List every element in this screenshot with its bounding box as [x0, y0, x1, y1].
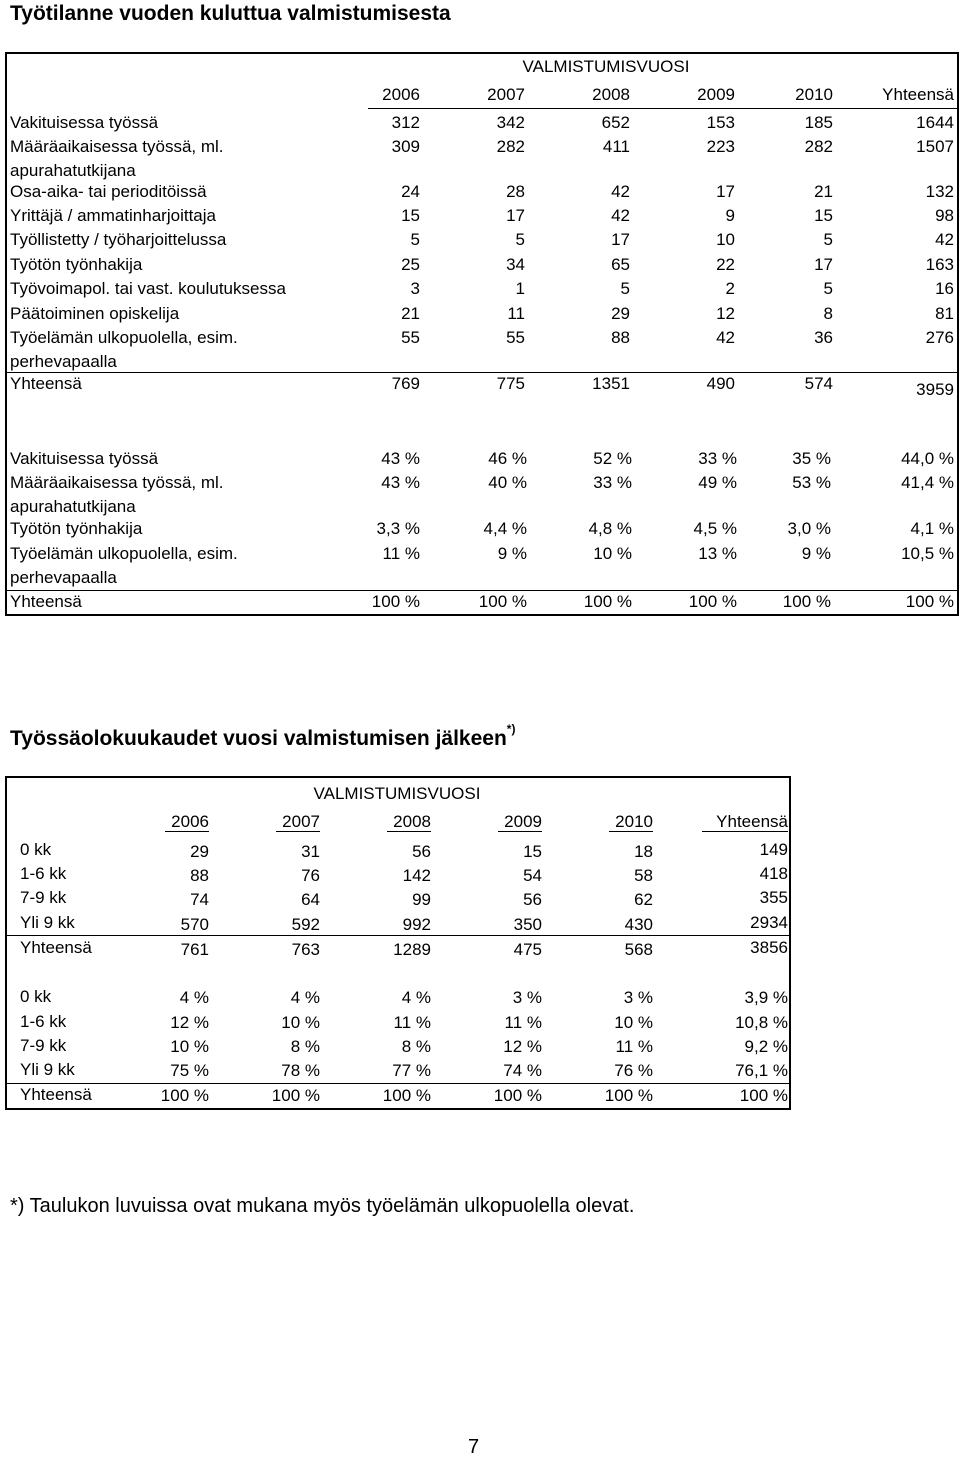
value-cell: 17	[506, 206, 525, 225]
row-label: perhevapaalla	[10, 352, 117, 371]
percent-cell: 10 %	[170, 1037, 209, 1056]
percent-cell: 9,2 %	[744, 1037, 788, 1056]
row-label: 1-6 kk	[20, 1012, 67, 1031]
value-cell: 88	[611, 328, 630, 347]
percent-cell: 100 %	[371, 592, 420, 611]
row-label: Yhteensä	[10, 592, 82, 611]
section2-title-text: Työssäolokuukaudet vuosi valmistumisen jälkeen	[10, 727, 507, 750]
value-cell: 76	[301, 866, 320, 885]
percent-cell: 4 %	[401, 988, 431, 1007]
percent-cell: 49 %	[698, 473, 737, 492]
value-cell: 5	[410, 230, 420, 249]
value-cell: 761	[180, 940, 209, 959]
value-cell: 58	[634, 866, 653, 885]
percent-cell: 10 %	[614, 1013, 653, 1032]
value-cell: 21	[401, 304, 420, 323]
value-cell: 142	[402, 866, 431, 885]
value-cell: 652	[601, 113, 630, 132]
percent-cell: 44,0 %	[901, 449, 954, 468]
row-label: Vakituisessa työssä	[10, 113, 159, 132]
page-number: 7	[468, 1436, 480, 1458]
percent-cell: 33 %	[593, 473, 632, 492]
value-cell: 12	[716, 304, 735, 323]
percent-cell: 11 %	[504, 1013, 542, 1032]
row-label: Yhteensä	[20, 1085, 92, 1104]
value-cell: 21	[814, 182, 833, 201]
year-header: 2008	[592, 85, 630, 104]
value-cell: 2	[725, 279, 735, 298]
value-cell: 309	[391, 137, 420, 156]
value-cell: 9	[725, 206, 735, 225]
percent-cell: 9 %	[801, 544, 831, 563]
percent-cell: 77 %	[392, 1061, 431, 1080]
percent-cell: 46 %	[488, 449, 527, 468]
value-cell: 25	[401, 255, 420, 274]
percent-cell: 8 %	[290, 1037, 320, 1056]
value-cell: 282	[496, 137, 525, 156]
percent-cell: 3 %	[512, 988, 542, 1007]
row-label: Vakituisessa työssä	[10, 449, 159, 468]
value-cell: 54	[523, 866, 542, 885]
percent-cell: 78 %	[281, 1061, 320, 1080]
value-cell: 36	[814, 328, 833, 347]
row-label: Osa-aika- tai perioditöissä	[10, 182, 207, 201]
value-cell: 276	[925, 328, 954, 347]
value-cell: 132	[925, 182, 954, 201]
percent-cell: 8 %	[401, 1037, 431, 1056]
value-cell: 163	[925, 255, 954, 274]
percent-cell: 53 %	[792, 473, 831, 492]
value-cell: 282	[804, 137, 833, 156]
value-cell: 411	[602, 137, 630, 156]
percent-cell: 4,8 %	[588, 519, 632, 538]
percent-cell: 11 %	[615, 1037, 653, 1056]
percent-cell: 10,8 %	[735, 1013, 788, 1032]
row-label: 7-9 kk	[20, 1036, 67, 1055]
percent-cell: 41,4 %	[901, 473, 954, 492]
percent-cell: 10 %	[593, 544, 632, 563]
value-cell: 592	[291, 915, 320, 934]
value-cell: 3	[410, 279, 420, 298]
year-underline	[165, 831, 209, 832]
row-label: Työelämän ulkopuolella, esim.	[10, 328, 238, 347]
year-header: 2009	[504, 812, 542, 831]
value-cell: 56	[412, 842, 431, 861]
value-cell: 42	[611, 182, 630, 201]
value-cell: 10	[716, 230, 735, 249]
percent-cell: 100 %	[478, 592, 527, 611]
percent-cell: 3,3 %	[376, 519, 420, 538]
row-label: apurahatutkijana	[10, 161, 136, 180]
value-cell: 3856	[750, 938, 788, 957]
row-label: apurahatutkijana	[10, 497, 136, 516]
row-label: Työllistetty / työharjoittelussa	[10, 230, 227, 249]
percent-cell: 52 %	[593, 449, 632, 468]
percent-cell: 4,5 %	[693, 519, 737, 538]
value-cell: 475	[513, 940, 542, 959]
year-header: 2009	[697, 85, 735, 104]
value-cell: 34	[506, 255, 525, 274]
percent-cell: 3,0 %	[787, 519, 831, 538]
row-label: Yli 9 kk	[20, 1060, 75, 1079]
row-label: Yli 9 kk	[20, 913, 75, 932]
row-label: Työvoimapol. tai vast. koulutuksessa	[10, 279, 286, 298]
percent-cell: 40 %	[488, 473, 527, 492]
percent-cell: 13 %	[698, 544, 737, 563]
row-label: Määräaikaisessa työssä, ml.	[10, 137, 224, 156]
value-cell: 418	[759, 864, 788, 883]
value-cell: 17	[814, 255, 833, 274]
row-label: Määräaikaisessa työssä, ml.	[10, 473, 224, 492]
total-divider	[7, 1083, 790, 1084]
percent-cell: 100 %	[382, 1086, 431, 1105]
percent-cell: 100 %	[905, 592, 954, 611]
row-label: Yhteensä	[10, 374, 82, 393]
group-header: VALMISTUMISVUOSI	[313, 784, 481, 803]
year-header: Yhteensä	[882, 85, 954, 104]
value-cell: 98	[935, 206, 954, 225]
value-cell: 15	[814, 206, 833, 225]
percent-cell: 11 %	[393, 1013, 431, 1032]
row-label: 0 kk	[20, 840, 52, 859]
value-cell: 574	[804, 374, 833, 393]
year-header: 2010	[615, 812, 653, 831]
percent-cell: 4,4 %	[483, 519, 527, 538]
percent-cell: 76 %	[614, 1061, 653, 1080]
percent-cell: 76,1 %	[735, 1061, 788, 1080]
year-underline	[702, 831, 788, 832]
value-cell: 763	[291, 940, 320, 959]
percent-cell: 35 %	[792, 449, 831, 468]
percent-cell: 33 %	[698, 449, 737, 468]
section2-title-footnote-mark: *)	[506, 722, 516, 736]
value-cell: 5	[515, 230, 525, 249]
value-cell: 64	[301, 890, 320, 909]
value-cell: 15	[523, 842, 542, 861]
value-cell: 350	[513, 915, 542, 934]
value-cell: 74	[190, 890, 209, 909]
value-cell: 28	[506, 182, 525, 201]
percent-cell: 10,5 %	[901, 544, 954, 563]
value-cell: 1351	[592, 374, 630, 393]
row-label: Työelämän ulkopuolella, esim.	[10, 544, 238, 563]
value-cell: 17	[716, 182, 735, 201]
value-cell: 1644	[916, 113, 954, 132]
value-cell: 65	[611, 255, 630, 274]
year-underline	[387, 831, 431, 832]
percent-cell: 43 %	[381, 449, 420, 468]
header-underline	[368, 108, 958, 109]
value-cell: 29	[190, 842, 209, 861]
value-cell: 99	[412, 890, 431, 909]
year-header: 2010	[795, 85, 833, 104]
percent-cell: 100 %	[739, 1086, 788, 1105]
value-cell: 490	[706, 374, 735, 393]
value-cell: 16	[935, 279, 954, 298]
value-cell: 81	[935, 304, 954, 323]
percent-cell: 74 %	[503, 1061, 542, 1080]
total-divider	[7, 935, 790, 936]
value-cell: 29	[611, 304, 630, 323]
value-cell: 1289	[393, 940, 431, 959]
value-cell: 153	[706, 113, 735, 132]
value-cell: 42	[935, 230, 954, 249]
value-cell: 55	[401, 328, 420, 347]
value-cell: 223	[706, 137, 735, 156]
value-cell: 430	[624, 915, 653, 934]
row-label: Yhteensä	[20, 938, 92, 957]
percent-cell: 11 %	[382, 544, 420, 563]
group-header: VALMISTUMISVUOSI	[522, 57, 690, 76]
row-label: Yrittäjä / ammatinharjoittaja	[10, 206, 216, 225]
year-header: 2007	[282, 812, 320, 831]
value-cell: 1	[515, 279, 525, 298]
year-underline	[609, 831, 653, 832]
value-cell: 5	[823, 230, 833, 249]
value-cell: 11	[507, 304, 525, 323]
value-cell: 992	[402, 915, 431, 934]
year-header: 2008	[393, 812, 431, 831]
percent-cell: 43 %	[381, 473, 420, 492]
row-label: perhevapaalla	[10, 568, 117, 587]
value-cell: 42	[716, 328, 735, 347]
value-cell: 55	[506, 328, 525, 347]
value-cell: 769	[391, 374, 420, 393]
value-cell: 31	[301, 842, 320, 861]
value-cell: 570	[180, 915, 209, 934]
percent-cell: 75 %	[170, 1061, 209, 1080]
percent-cell: 100 %	[604, 1086, 653, 1105]
percent-cell: 9 %	[497, 544, 527, 563]
year-header: 2006	[171, 812, 209, 831]
value-cell: 62	[634, 890, 653, 909]
section2-title	[10, 722, 516, 751]
percent-cell: 100 %	[160, 1086, 209, 1105]
section1-title: Työtilanne vuoden kuluttua valmistumisesta	[10, 2, 451, 25]
total-divider	[7, 372, 958, 373]
value-cell: 88	[190, 866, 209, 885]
value-cell: 8	[823, 304, 833, 323]
total-divider	[7, 590, 958, 591]
value-cell: 22	[716, 255, 735, 274]
percent-cell: 4 %	[290, 988, 320, 1007]
value-cell: 15	[401, 206, 420, 225]
percent-cell: 10 %	[281, 1013, 320, 1032]
year-underline	[498, 831, 542, 832]
value-cell: 17	[611, 230, 630, 249]
year-header: Yhteensä	[716, 812, 788, 831]
row-label: 7-9 kk	[20, 888, 67, 907]
row-label: Päätoiminen opiskelija	[10, 304, 180, 323]
percent-cell: 3,9 %	[744, 988, 788, 1007]
year-header: 2007	[487, 85, 525, 104]
row-label: 1-6 kk	[20, 864, 67, 883]
row-label: 0 kk	[20, 987, 52, 1006]
percent-cell: 100 %	[271, 1086, 320, 1105]
value-cell: 18	[634, 842, 653, 861]
value-cell: 775	[496, 374, 525, 393]
value-cell: 568	[624, 940, 653, 959]
value-cell: 342	[496, 113, 525, 132]
value-cell: 5	[620, 279, 630, 298]
percent-cell: 100 %	[493, 1086, 542, 1105]
year-header: 2006	[382, 85, 420, 104]
percent-cell: 12 %	[503, 1037, 542, 1056]
percent-cell: 100 %	[688, 592, 737, 611]
percent-cell: 100 %	[782, 592, 831, 611]
percent-cell: 4 %	[179, 988, 209, 1007]
value-cell: 3959	[916, 380, 954, 399]
value-cell: 5	[823, 279, 833, 298]
percent-cell: 4,1 %	[910, 519, 954, 538]
footnote: *) Taulukon luvuissa ovat mukana myös työelämän ulkopuolella olevat.	[10, 1195, 635, 1217]
row-label: Työtön työnhakija	[10, 255, 143, 274]
value-cell: 355	[759, 888, 788, 907]
value-cell: 56	[523, 890, 542, 909]
value-cell: 24	[401, 182, 420, 201]
value-cell: 42	[611, 206, 630, 225]
value-cell: 1507	[916, 137, 954, 156]
value-cell: 185	[804, 113, 833, 132]
year-underline	[276, 831, 320, 832]
value-cell: 2934	[750, 913, 788, 932]
value-cell: 149	[759, 840, 788, 859]
value-cell: 312	[391, 113, 420, 132]
percent-cell: 100 %	[583, 592, 632, 611]
row-label: Työtön työnhakija	[10, 519, 143, 538]
percent-cell: 3 %	[623, 988, 653, 1007]
percent-cell: 12 %	[170, 1013, 209, 1032]
